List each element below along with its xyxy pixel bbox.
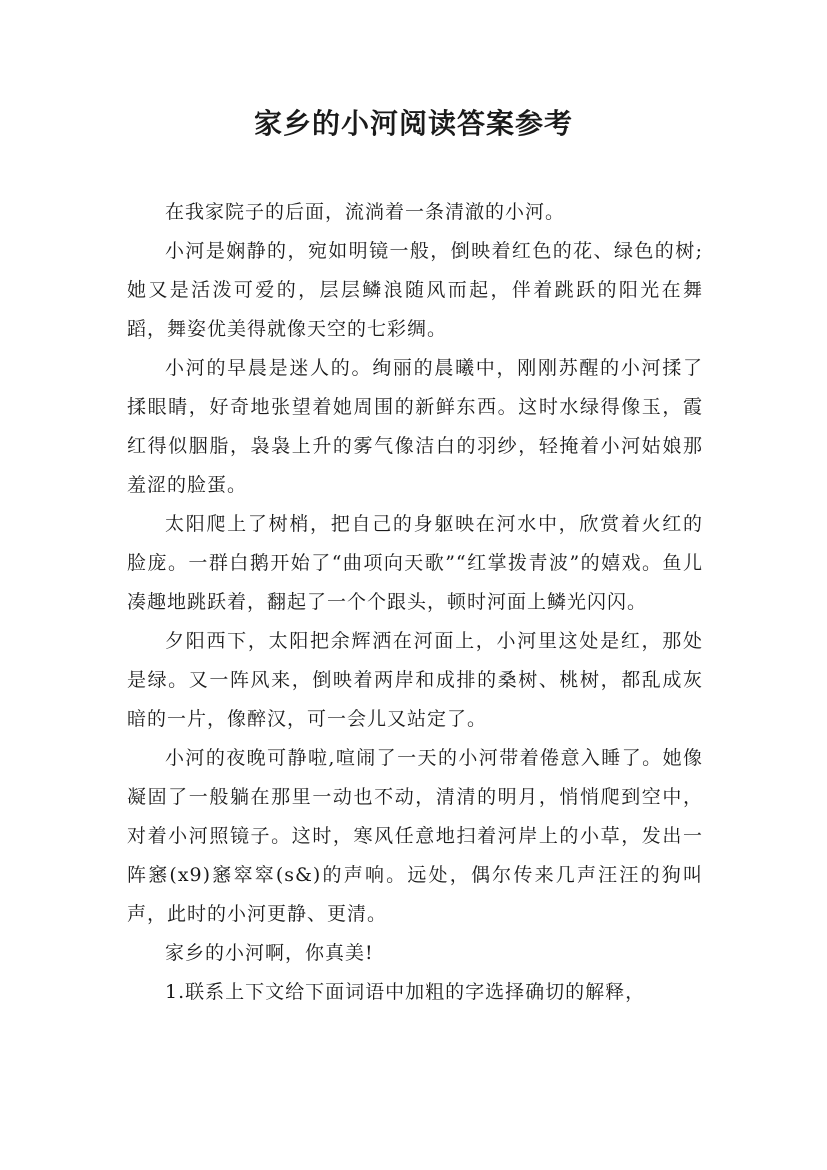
document-body: [127, 193, 703, 1012]
paragraph: 小河的夜晚可静啦,喧闹了一天的小河带着倦意入睡了。她像凝固了一般躺在那里一动也不动，清清的明月，悄悄爬到空中，对着小河照镜子。这时，寒风任意地扫着河岸上的小草，发出一阵窸(x9)窸窣窣(s&)的声响。远处，偶尔传来几声汪汪的狗叫声，此时的小河更静、更清。: [127, 747, 703, 925]
paragraph: 太阳爬上了树梢，把自己的身躯映在河水中，欣赏着火红的脸庞。一群白鹅开始了“曲项向天歌”“红掌拨青波”的嬉戏。鱼儿凑趣地跳跃着，翻起了一个个跟头，顿时河面上鳞光闪闪。: [127, 513, 703, 613]
paragraph: 在我家院子的后面，流淌着一条清澈的小河。: [165, 201, 566, 223]
paragraph: 小河的早晨是迷人的。绚丽的晨曦中，刚刚苏醒的小河揉了揉眼睛，好奇地张望着她周围的新鲜东西。这时水绿得像玉，霞红得似胭脂，袅袅上升的雾气像洁白的羽纱，轻掩着小河姑娘那羞涩的脸蛋。: [127, 357, 703, 496]
paragraph: 夕阳西下，太阳把余辉洒在河面上，小河里这处是红，那处是绿。又一阵风来，倒映着两岸和成排的桑树、桃树，都乱成灰暗的一片，像醉汉，可一会儿又站定了。: [127, 630, 703, 730]
document-title: 家乡的小河阅读答案参考: [253, 107, 573, 140]
question-item: 1.联系上下文给下面词语中加粗的字选择确切的解释，: [165, 981, 646, 1003]
paragraph: 家乡的小河啊，你真美!: [165, 942, 374, 964]
paragraph: 小河是娴静的，宛如明镜一般，倒映着红色的花、绿色的树;她又是活泼可爱的，层层鳞浪随风而起，伴着跳跃的阳光在舞蹈，舞姿优美得就像天空的七彩绸。: [127, 240, 703, 340]
